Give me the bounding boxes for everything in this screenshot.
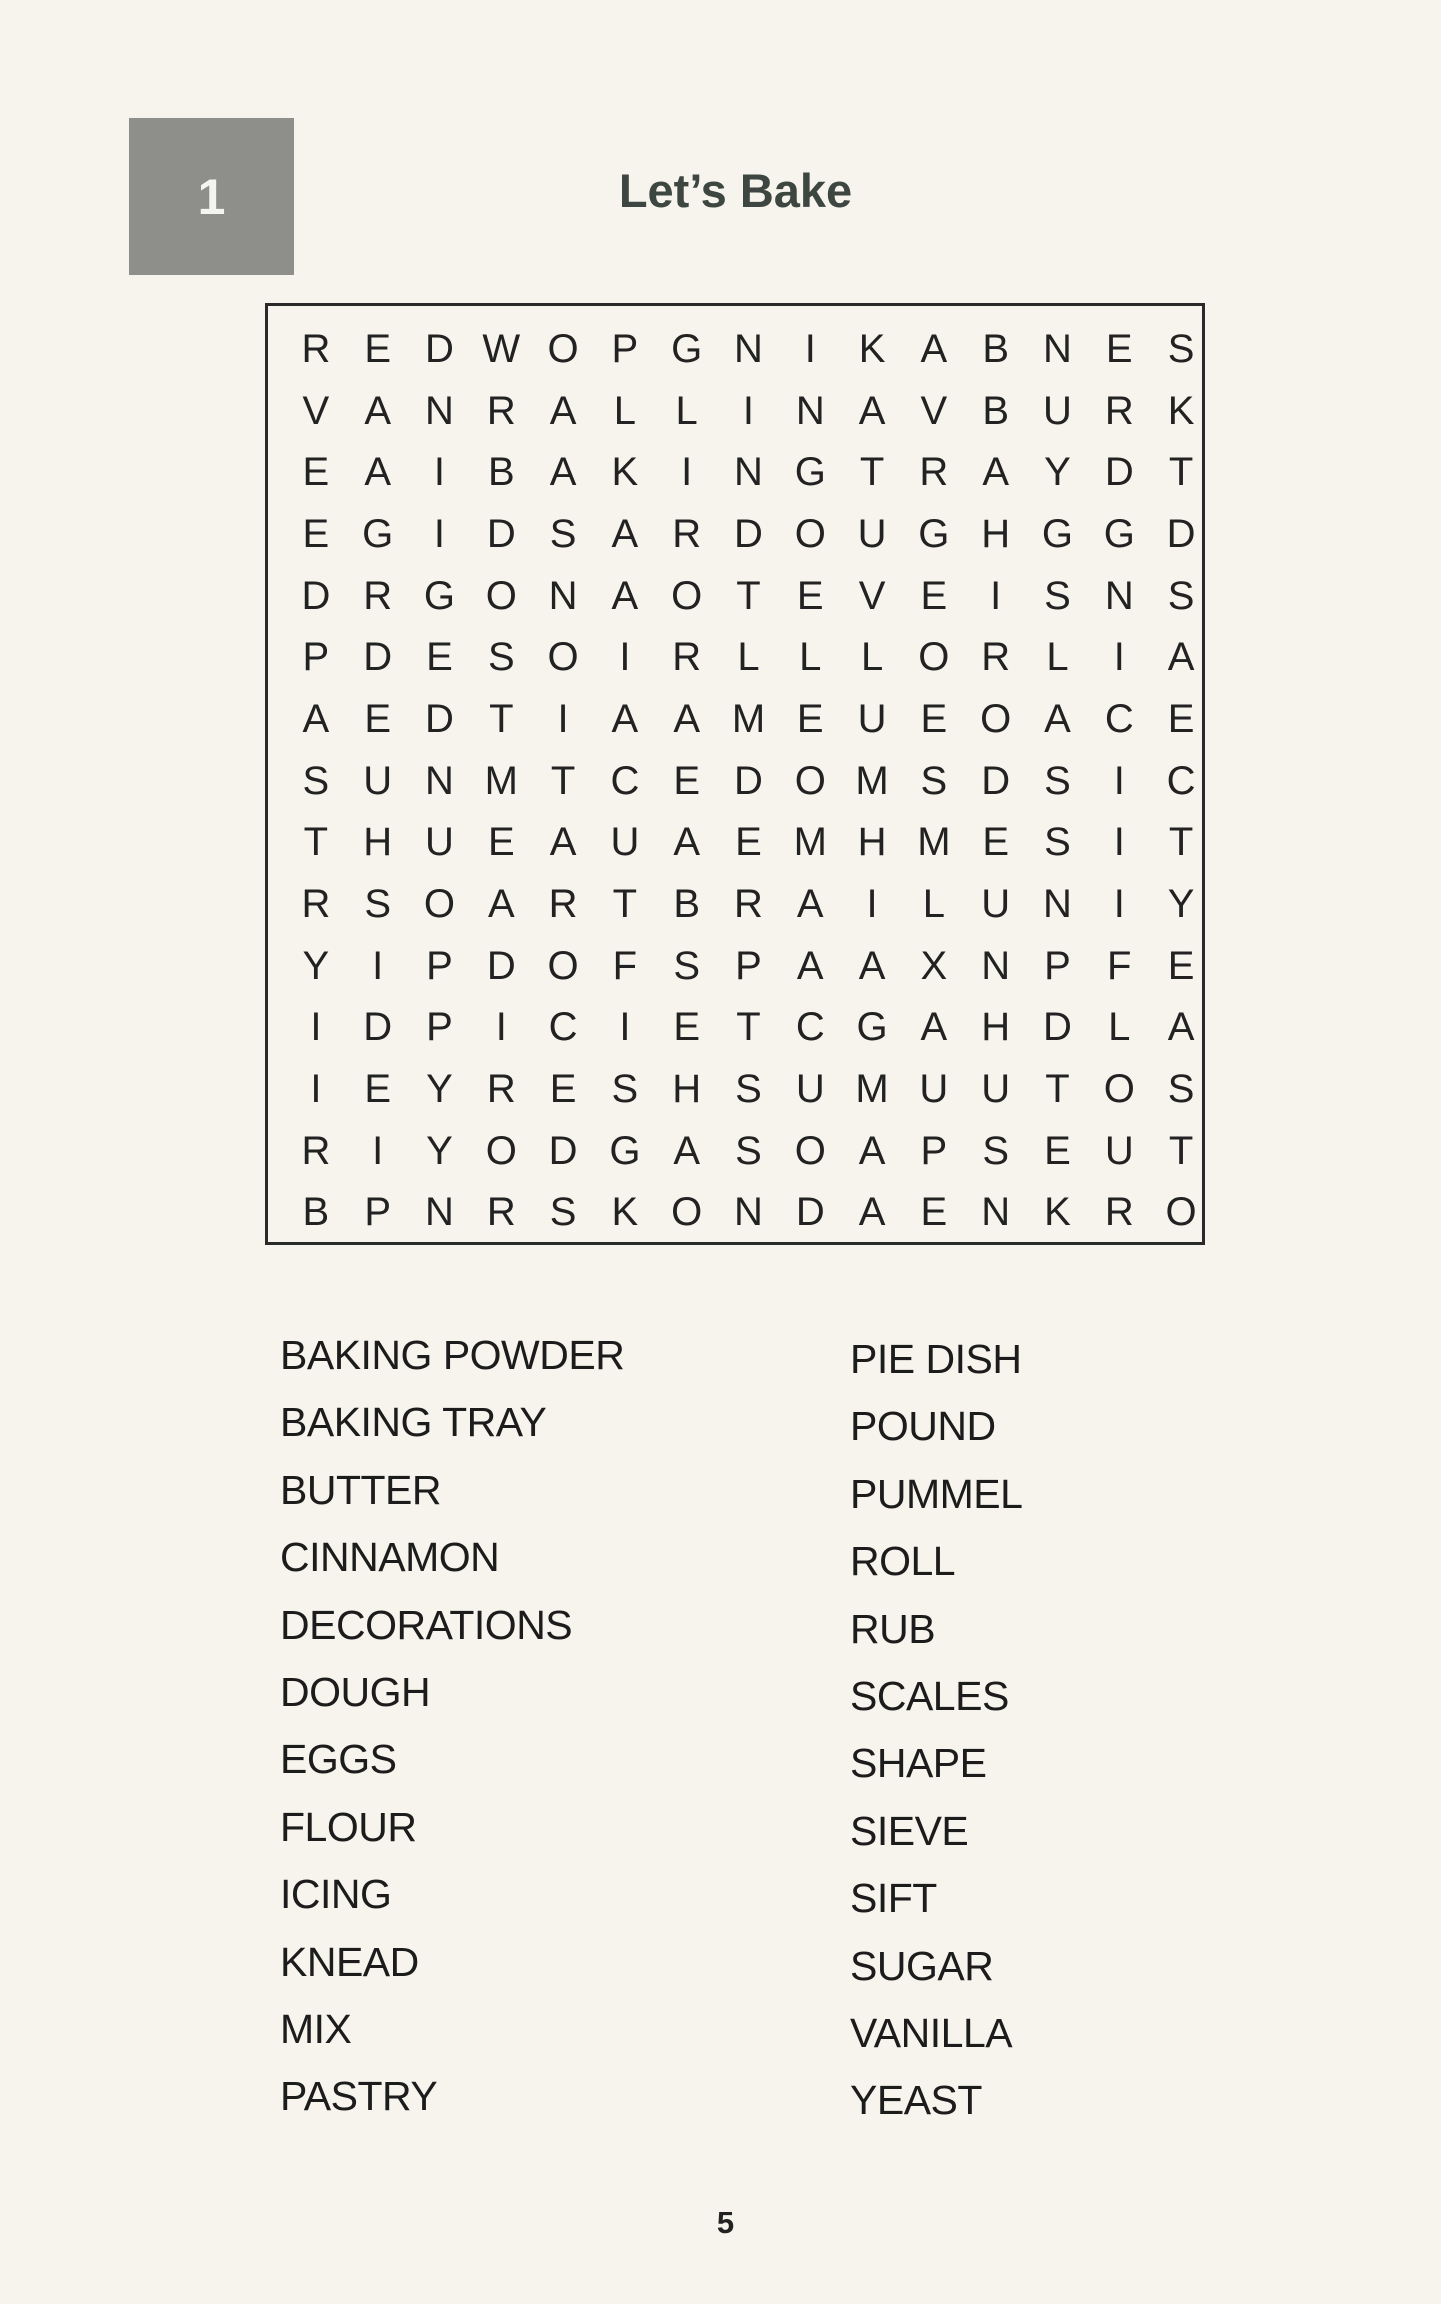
grid-cell[interactable]: L (613, 388, 636, 433)
grid-cell[interactable]: F (1107, 943, 1132, 988)
grid-cell[interactable]: E (302, 450, 330, 495)
grid-cell[interactable]: A (858, 388, 886, 433)
word-list-left (280, 1322, 624, 2131)
grid-cell[interactable]: N (1043, 326, 1072, 371)
word-list-item: SUGAR (850, 1942, 994, 1989)
grid-cell[interactable]: A (1044, 696, 1071, 741)
grid-cell[interactable]: O (1165, 1190, 1197, 1235)
grid-cell[interactable]: F (612, 943, 638, 988)
grid-cell[interactable]: S (1167, 1067, 1195, 1112)
grid-cell[interactable]: S (735, 1128, 762, 1173)
grid-cell[interactable]: N (981, 943, 1011, 988)
grid-cell[interactable]: S (1044, 820, 1071, 865)
grid-cell[interactable]: O (794, 511, 826, 556)
grid-cell[interactable]: M (731, 696, 766, 741)
grid-cell[interactable]: P (920, 1128, 948, 1173)
grid-cell[interactable]: D (734, 511, 763, 556)
grid-cell[interactable]: S (487, 635, 515, 680)
grid-cell[interactable]: R (486, 1067, 516, 1112)
page-number: 5 (716, 2205, 735, 2240)
grid-cell[interactable]: S (549, 511, 577, 556)
grid-cell[interactable]: X (920, 943, 948, 988)
grid-cell[interactable]: P (364, 1190, 392, 1235)
grid-cell[interactable]: W (482, 326, 521, 371)
grid-cell[interactable]: E (1044, 1128, 1071, 1173)
grid-cell[interactable]: D (486, 511, 516, 556)
grid-cell[interactable]: A (858, 1190, 886, 1235)
grid-cell[interactable]: H (363, 820, 393, 865)
grid-cell[interactable]: M (855, 758, 889, 803)
word-list-item: KNEAD (280, 1938, 419, 1985)
grid-cell[interactable]: L (799, 635, 822, 680)
grid-cell[interactable]: L (860, 635, 884, 680)
grid-cell[interactable]: R (734, 882, 763, 927)
grid-cell[interactable]: R (981, 635, 1011, 680)
grid-cell[interactable]: E (982, 820, 1009, 865)
grid-cell[interactable]: I (619, 635, 631, 680)
grid-cell[interactable]: I (557, 696, 569, 741)
grid-cell[interactable]: E (1167, 943, 1195, 988)
grid-cell[interactable]: G (423, 573, 456, 618)
grid-cell[interactable]: I (495, 1005, 507, 1050)
grid-cell[interactable]: I (990, 573, 1002, 618)
grid-cell[interactable]: S (302, 758, 330, 803)
grid-cell[interactable]: S (673, 943, 701, 988)
word-list-item: VANILLA (850, 2009, 1013, 2056)
letter-grid (285, 318, 1212, 1243)
word-list-item: SIFT (850, 1875, 937, 1922)
grid-cell[interactable]: I (1113, 820, 1125, 865)
puzzle-number: 1 (197, 168, 226, 225)
grid-cell[interactable]: H (857, 820, 887, 865)
grid-cell[interactable]: R (1104, 388, 1134, 433)
grid-cell[interactable]: R (363, 573, 393, 618)
grid-cell[interactable]: O (671, 1190, 703, 1235)
grid-cell[interactable]: O (1103, 1067, 1135, 1112)
grid-cell[interactable]: E (364, 326, 392, 371)
grid-cell[interactable]: R (301, 882, 331, 927)
grid-cell[interactable]: A (1167, 635, 1195, 680)
word-list-item: ROLL (850, 1538, 956, 1585)
grid-cell[interactable]: N (981, 1190, 1011, 1235)
grid-cell[interactable]: D (363, 1005, 393, 1050)
grid-cell[interactable]: D (363, 635, 393, 680)
word-list-right (850, 1326, 1022, 2135)
grid-cell[interactable]: R (672, 635, 702, 680)
grid-cell[interactable]: T (1045, 1067, 1070, 1112)
grid-cell[interactable]: Y (1167, 882, 1195, 927)
grid-cell[interactable]: U (981, 1067, 1011, 1112)
grid-cell[interactable]: N (734, 1190, 763, 1235)
grid-cell[interactable]: E (920, 573, 948, 618)
grid-cell[interactable]: N (425, 1190, 454, 1235)
grid-cell[interactable]: N (425, 388, 454, 433)
grid-cell[interactable]: G (362, 511, 394, 556)
grid-cell[interactable]: D (1104, 450, 1134, 495)
grid-cell[interactable]: N (734, 326, 763, 371)
grid-cell[interactable]: S (920, 758, 948, 803)
grid-cell[interactable]: L (675, 388, 698, 433)
grid-cell[interactable]: D (1043, 1005, 1072, 1050)
grid-cell[interactable]: O (485, 1128, 517, 1173)
grid-cell[interactable]: G (918, 511, 950, 556)
grid-cell[interactable]: D (301, 573, 331, 618)
grid-cell[interactable]: M (484, 758, 518, 803)
grid-cell[interactable]: B (487, 450, 515, 495)
grid-cell[interactable]: E (426, 635, 453, 680)
grid-cell[interactable]: K (611, 450, 639, 495)
grid-cell[interactable]: A (858, 1128, 886, 1173)
grid-cell[interactable]: U (795, 1067, 825, 1112)
grid-cell[interactable]: O (485, 573, 517, 618)
grid-cell[interactable]: E (796, 696, 824, 741)
grid-cell[interactable]: L (1108, 1005, 1131, 1050)
grid-cell[interactable]: R (1104, 1190, 1134, 1235)
grid-cell[interactable]: P (1044, 943, 1071, 988)
grid-cell[interactable]: N (1104, 573, 1134, 618)
grid-cell[interactable]: C (1166, 758, 1196, 803)
grid-cell[interactable]: I (681, 450, 693, 495)
grid-cell[interactable]: T (736, 573, 761, 618)
grid-cell[interactable]: S (735, 1067, 762, 1112)
grid-cell[interactable]: A (611, 696, 639, 741)
grid-cell[interactable]: Y (426, 1067, 453, 1112)
grid-cell[interactable]: V (858, 573, 886, 618)
grid-cell[interactable]: B (673, 882, 701, 927)
grid-cell[interactable]: S (1044, 758, 1071, 803)
word-list-item: RUB (850, 1605, 936, 1652)
grid-cell[interactable]: T (1168, 1128, 1194, 1173)
grid-cell[interactable]: O (547, 326, 579, 371)
grid-cell[interactable]: A (1167, 1005, 1195, 1050)
word-list-item: PASTRY (280, 2073, 438, 2120)
grid-cell[interactable]: O (547, 635, 579, 680)
word-list-item: SIEVE (850, 1807, 969, 1854)
grid-cell[interactable]: A (673, 820, 701, 865)
word-list-item: BAKING POWDER (280, 1332, 625, 1378)
grid-cell[interactable]: U (919, 1067, 949, 1112)
word-list-item: YEAST (850, 2077, 982, 2124)
grid-cell[interactable]: O (423, 882, 456, 927)
grid-cell[interactable]: A (673, 696, 701, 741)
grid-cell[interactable]: S (1167, 326, 1195, 371)
grid-cell[interactable]: G (609, 1128, 641, 1173)
word-list-item: MIX (280, 2005, 352, 2052)
grid-cell[interactable]: D (1166, 511, 1196, 556)
grid-cell[interactable]: U (857, 511, 887, 556)
word-list-item: BAKING TRAY (280, 1399, 547, 1446)
grid-cell[interactable]: I (804, 326, 816, 371)
word-list-item: FLOUR (280, 1803, 417, 1850)
grid-cell[interactable]: P (426, 1005, 453, 1050)
word-list-item: PIE DISH (850, 1336, 1022, 1382)
grid-cell[interactable]: E (549, 1067, 577, 1112)
word-list-item: SHAPE (850, 1740, 987, 1787)
grid-cell[interactable]: A (611, 511, 639, 556)
grid-cell[interactable]: O (671, 573, 703, 618)
grid-cell[interactable]: T (859, 450, 885, 495)
grid-cell[interactable]: R (486, 388, 516, 433)
grid-cell[interactable]: A (982, 450, 1009, 495)
grid-cell[interactable]: I (433, 511, 446, 556)
word-list-item: SCALES (850, 1672, 1009, 1719)
grid-cell[interactable]: D (981, 758, 1011, 803)
grid-cell[interactable]: H (672, 1067, 702, 1112)
grid-cell[interactable]: I (433, 450, 446, 495)
grid-cell[interactable]: S (1167, 573, 1195, 618)
grid-cell[interactable]: G (794, 450, 826, 495)
grid-cell[interactable]: O (794, 1128, 826, 1173)
grid-cell[interactable]: D (795, 1190, 825, 1235)
grid-cell[interactable]: O (794, 758, 826, 803)
grid-cell[interactable]: A (487, 882, 515, 927)
grid-cell[interactable]: U (1043, 388, 1072, 433)
grid-cell[interactable]: S (1044, 573, 1071, 618)
grid-cell[interactable]: B (302, 1190, 330, 1235)
word-search-grid (265, 303, 1205, 1245)
grid-cell[interactable]: P (426, 943, 453, 988)
grid-cell[interactable]: E (735, 820, 762, 865)
grid-cell[interactable]: K (1044, 1190, 1071, 1235)
grid-cell[interactable]: E (364, 1067, 392, 1112)
grid-cell[interactable]: D (486, 943, 516, 988)
grid-cell[interactable]: N (425, 758, 454, 803)
grid-cell[interactable]: I (742, 388, 755, 433)
word-list-item: ICING (280, 1871, 392, 1918)
grid-cell[interactable]: O (547, 943, 579, 988)
grid-cell[interactable]: I (372, 943, 384, 988)
word-list-item: EGGS (280, 1736, 397, 1783)
grid-cell[interactable]: N (795, 388, 825, 433)
grid-cell[interactable]: H (981, 511, 1011, 556)
word-list-item: CINNAMON (280, 1534, 500, 1581)
grid-cell[interactable]: I (1113, 635, 1125, 680)
grid-cell[interactable]: Y (426, 1128, 453, 1173)
grid-cell[interactable]: B (982, 388, 1009, 433)
grid-cell[interactable]: K (611, 1190, 639, 1235)
grid-cell[interactable]: T (612, 882, 638, 927)
grid-cell[interactable]: S (364, 882, 392, 927)
grid-cell[interactable]: I (619, 1005, 631, 1050)
word-list-item: PUMMEL (850, 1470, 1023, 1517)
grid-cell[interactable]: G (1041, 511, 1074, 556)
grid-cell[interactable]: A (549, 820, 577, 865)
grid-cell[interactable]: L (922, 882, 945, 927)
grid-cell[interactable]: P (611, 326, 639, 371)
grid-cell[interactable]: L (1046, 635, 1069, 680)
grid-cell[interactable]: D (425, 326, 454, 371)
grid-cell[interactable]: G (856, 1005, 888, 1050)
grid-cell[interactable]: N (1043, 882, 1072, 927)
grid-cell[interactable]: E (673, 1005, 701, 1050)
grid-cell[interactable]: A (549, 388, 577, 433)
word-list-item: BUTTER (280, 1466, 441, 1513)
grid-cell[interactable]: P (302, 635, 330, 680)
grid-cell[interactable]: U (981, 882, 1011, 927)
grid-cell[interactable]: C (795, 1005, 825, 1050)
grid-cell[interactable]: R (486, 1190, 516, 1235)
grid-cell[interactable]: U (857, 696, 887, 741)
word-list-item: POUND (850, 1403, 996, 1450)
grid-cell[interactable]: E (1167, 696, 1195, 741)
grid-cell[interactable]: N (734, 450, 763, 495)
grid-cell[interactable]: O (980, 696, 1012, 741)
grid-cell[interactable]: M (917, 820, 951, 865)
grid-cell[interactable]: T (489, 696, 514, 741)
grid-cell[interactable]: C (610, 758, 640, 803)
grid-cell[interactable]: E (487, 820, 515, 865)
grid-cell[interactable]: D (734, 758, 763, 803)
grid-cell[interactable]: U (610, 820, 640, 865)
page-title: Let’s Bake (618, 164, 853, 217)
grid-cell[interactable]: C (548, 1005, 578, 1050)
grid-cell[interactable]: A (549, 450, 577, 495)
grid-cell[interactable]: R (672, 511, 702, 556)
grid-cell[interactable]: U (1104, 1128, 1134, 1173)
grid-cell[interactable]: M (855, 1067, 889, 1112)
grid-cell[interactable]: E (673, 758, 701, 803)
grid-cell[interactable]: T (736, 1005, 761, 1050)
grid-cell[interactable]: E (920, 1190, 948, 1235)
grid-cell[interactable]: D (548, 1128, 578, 1173)
grid-cell[interactable]: H (981, 1005, 1011, 1050)
grid-cell[interactable]: R (919, 450, 949, 495)
grid-cell[interactable]: A (796, 943, 824, 988)
grid-cell[interactable]: M (793, 820, 827, 865)
grid-cell[interactable]: R (301, 326, 331, 371)
grid-cell[interactable]: E (796, 573, 824, 618)
grid-cell[interactable]: A (364, 450, 392, 495)
grid-cell[interactable]: V (302, 388, 330, 433)
grid-cell[interactable]: T (550, 758, 576, 803)
grid-cell[interactable]: U (363, 758, 393, 803)
grid-cell[interactable]: A (858, 943, 886, 988)
grid-cell[interactable]: L (737, 635, 760, 680)
grid-cell[interactable]: A (920, 1005, 948, 1050)
grid-cell[interactable]: R (548, 882, 578, 927)
grid-cell[interactable]: B (982, 326, 1009, 371)
grid-cell[interactable]: T (303, 820, 329, 865)
grid-cell[interactable]: I (372, 1128, 384, 1173)
grid-cell[interactable]: O (918, 635, 950, 680)
grid-cell[interactable]: S (549, 1190, 577, 1235)
grid-cell[interactable]: I (1113, 882, 1125, 927)
grid-cell[interactable]: A (920, 326, 948, 371)
grid-cell[interactable]: E (364, 696, 392, 741)
grid-cell[interactable]: I (866, 882, 878, 927)
grid-cell[interactable]: A (611, 573, 639, 618)
grid-cell[interactable]: A (364, 388, 392, 433)
word-list-item: DECORATIONS (280, 1601, 573, 1648)
grid-cell[interactable]: T (1168, 820, 1194, 865)
grid-cell[interactable]: A (302, 696, 330, 741)
grid-cell[interactable]: E (1105, 326, 1133, 371)
grid-cell[interactable]: I (1113, 758, 1125, 803)
grid-cell[interactable]: I (310, 1067, 322, 1112)
grid-cell[interactable]: N (548, 573, 578, 618)
grid-cell[interactable]: K (858, 326, 886, 371)
grid-cell[interactable]: I (310, 1005, 322, 1050)
grid-cell[interactable]: G (671, 326, 703, 371)
grid-cell[interactable]: G (1103, 511, 1135, 556)
grid-cell[interactable]: P (735, 943, 762, 988)
grid-cell[interactable]: D (425, 696, 454, 741)
grid-cell[interactable]: Y (1044, 450, 1071, 495)
grid-cell[interactable]: E (920, 696, 948, 741)
grid-cell[interactable]: Y (302, 943, 330, 988)
grid-cell[interactable]: S (982, 1128, 1009, 1173)
grid-cell[interactable]: T (1168, 450, 1194, 495)
word-list-item: DOUGH (280, 1668, 431, 1715)
grid-cell[interactable]: S (611, 1067, 639, 1112)
grid-cell[interactable]: C (1104, 696, 1134, 741)
grid-cell[interactable]: R (301, 1128, 331, 1173)
grid-cell[interactable]: K (1167, 388, 1195, 433)
grid-cell[interactable]: E (302, 511, 330, 556)
grid-cell[interactable]: V (920, 388, 948, 433)
grid-cell[interactable]: U (425, 820, 454, 865)
grid-cell[interactable]: A (796, 882, 824, 927)
grid-cell[interactable]: A (673, 1128, 701, 1173)
